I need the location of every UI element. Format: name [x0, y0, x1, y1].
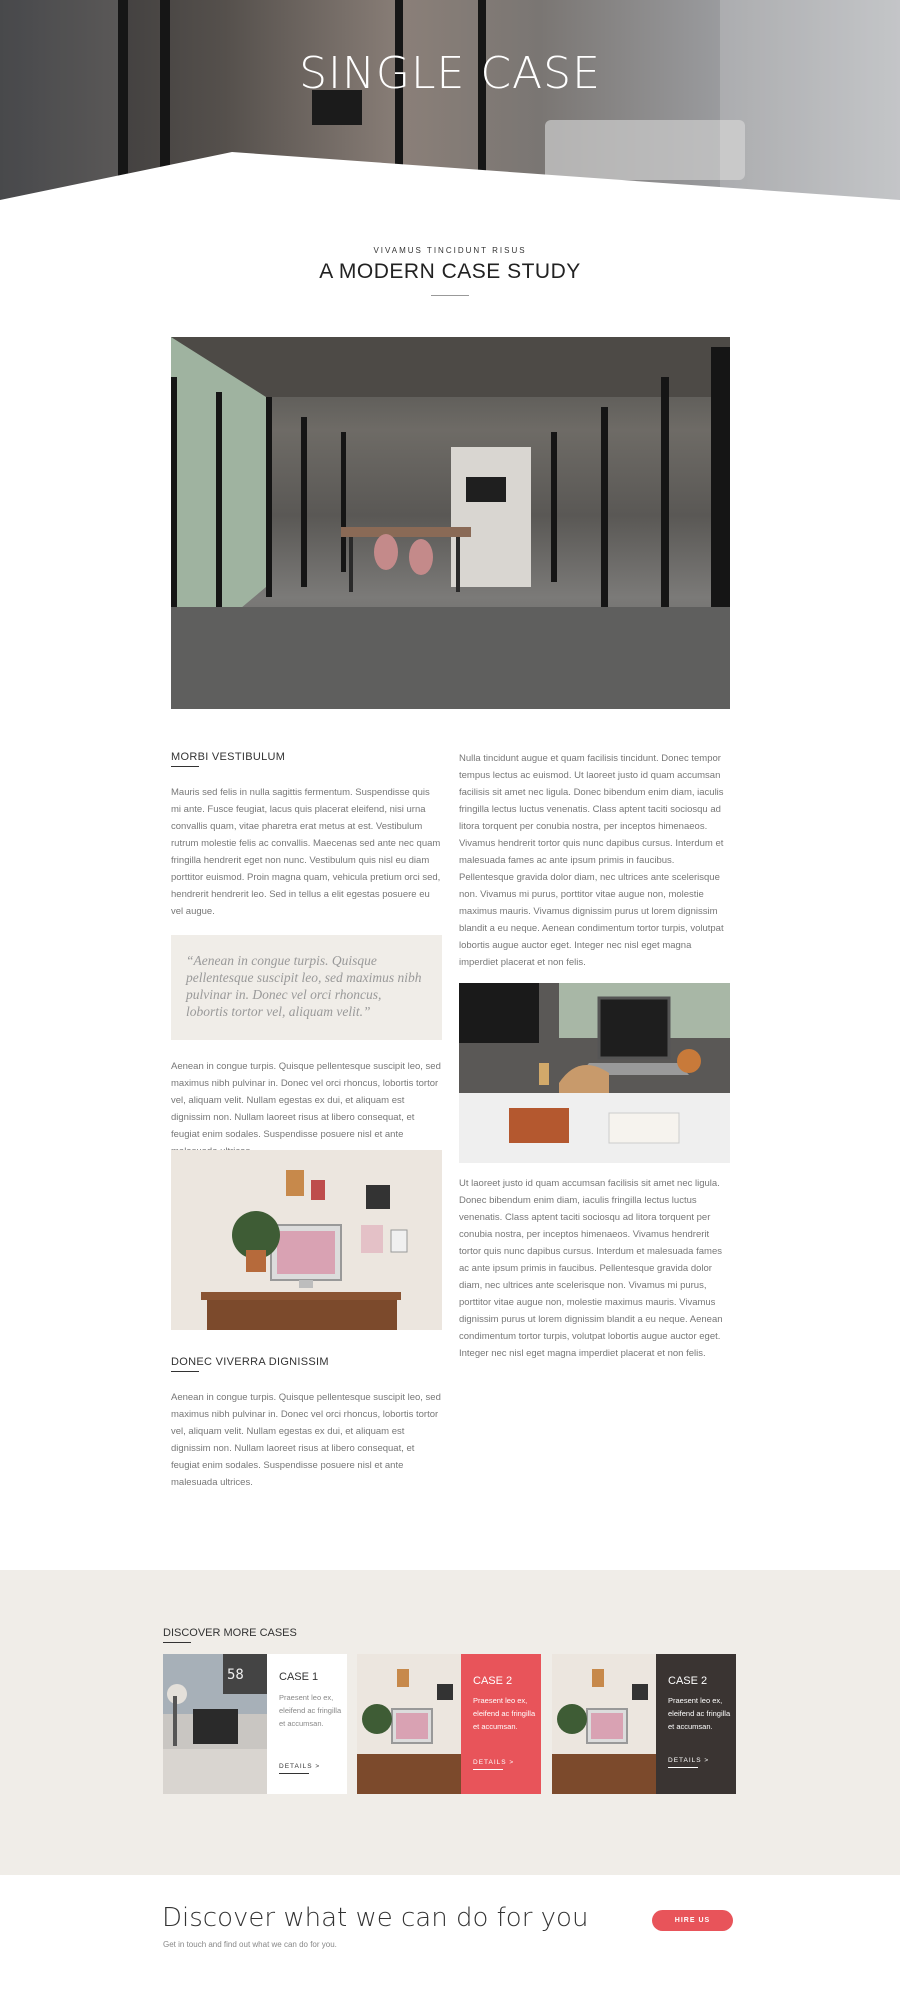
case-card-desc: Praesent leo ex, eleifend ac fringilla et accumsan. [473, 1696, 536, 1731]
pull-quote [171, 935, 442, 1040]
more-cases-heading-text: DISCOVER MORE CASES [163, 1627, 297, 1639]
case-card-photo [357, 1654, 461, 1794]
case-card-title: CASE 2 [473, 1675, 513, 1687]
body-paragraph: Aenean in congue turpis. Quisque pellentesque suscipit leo, sed maximus nibh pulvinar in. Donec vel orci rhoncus, lobortis tortor vel, aliquam velit. Nullam egestas ex dui, et aliquam est dignissim non. Nullam laoreet risus at libero consequat, et feugiat enim sodales. Suspendisse posuere nisl et ante malesuada ultrices. [171, 1392, 441, 1488]
case-details-link[interactable] [279, 1763, 320, 1770]
section-heading [171, 751, 285, 763]
cta-subtitle: Get in touch and find out what we can do for you. [163, 1940, 337, 1949]
hire-us-button[interactable]: HIRE US [652, 1910, 733, 1931]
link-underline [473, 1769, 503, 1770]
page-title: SINGLE CASE [299, 48, 601, 99]
case-details-link-text: DETAILS > [473, 1759, 515, 1766]
case-card-panel [461, 1654, 541, 1794]
hero-banner [0, 0, 900, 205]
section-heading [171, 1356, 329, 1368]
heading-underline [163, 1642, 191, 1643]
case-details-link[interactable] [473, 1759, 514, 1766]
case-card-title: CASE 2 [668, 1675, 708, 1687]
svg-text:58: 58 [227, 1667, 244, 1683]
hero-angled-divider [0, 0, 900, 205]
workspace-photo [171, 1150, 442, 1330]
case-card-title: CASE 1 [279, 1671, 319, 1683]
body-paragraph: Aenean in congue turpis. Quisque pellentesque suscipit leo, sed maximus nibh pulvinar in. Donec vel orci rhoncus, lobortis tortor vel, aliquam velit. Nullam egestas ex dui, et aliquam est dignissim non. Nullam laoreet risus at libero consequat, et feugiat enim sodales. Suspendisse posuere nisl et ante [171, 1061, 441, 1140]
case-details-link-text: DETAILS > [668, 1757, 710, 1764]
heading-underline [171, 1371, 199, 1372]
case-card-panel [267, 1654, 347, 1794]
case-card-desc: Praesent leo ex, eleifend ac fringilla et accumsan. [668, 1696, 731, 1731]
case-card-panel [656, 1654, 736, 1794]
case-card-photo [163, 1654, 267, 1794]
body-paragraph: Mauris sed felis in nulla sagittis fermentum. Suspendisse quis mi ante. Fusce feugiat, lacus quis placerat eleifend, nisi urna convallis quam, vitae pharetra erat metus at est. Vestibulum rutrum molestie felis ac convallis. Maecenas sed ante nec quam fringilla hendrerit eget non nunc. Vestibulum quis nisl eu diam porttitor euismod. Proin magna quam, vehicula pretium orci sed, hendrerit hendrerit leo. Sed in tellus a elit egestas posuere eu vel augue. [171, 787, 441, 917]
link-underline [279, 1773, 309, 1774]
section-heading-text: MORBI VESTIBULUM [171, 751, 286, 763]
laptop-desk-photo [459, 983, 730, 1163]
more-cases-heading [163, 1627, 297, 1639]
case-card-photo [552, 1654, 656, 1794]
case-details-link-text: DETAILS > [279, 1763, 321, 1770]
pull-quote-text: “Aenean in congue turpis. Quisque pellentesque suscipit leo, sed maximus nibh pulvinar in. Donec vel orci rhoncus, lobortis tortor vel, aliquam velit.” [186, 953, 422, 1019]
case-title: A MODERN CASE STUDY [319, 260, 581, 283]
case-card-desc: Praesent leo ex, eleifend ac fringilla et accumsan. [279, 1693, 342, 1728]
case-card[interactable] [163, 1654, 347, 1794]
heading-underline [171, 766, 199, 767]
section-heading-text: DONEC VIVERRA DIGNISSIM [171, 1356, 329, 1368]
link-underline [668, 1767, 698, 1768]
cta-heading: Discover what we can do for you [162, 1903, 589, 1933]
case-card[interactable] [552, 1654, 736, 1794]
case-card[interactable] [357, 1654, 541, 1794]
body-paragraph: Ut laoreet justo id quam accumsan facilisis sit amet nec ligula. Donec bibendum enim diam, iaculis fringilla lectus luctus venenatis. Class aptent taciti sociosqu ad litora torquent per conubia nostra, per inceptos himenaeos. Vivamus hendrerit tortor quis nunc dapibus cursus. Interdum et malesuada fames ac ante ipsum primis in faucibus. Pellentesque gravida dolor diam, nec ultrices ante scelerisque non. Vivamus mi purus, porttitor vitae augue non, molestie maximus mauris. Vivamus dignissim purus ut lorem dignissim blandit a eu neque. Aenean condimentum tortor turpis, volutpat lobortis augue auctor eget. Integer nec nisl eget magna imperdiet placerat et non felis. [459, 1178, 723, 1359]
title-divider [431, 295, 469, 296]
office-photo [171, 337, 730, 709]
case-details-link[interactable] [668, 1757, 709, 1764]
body-paragraph: Nulla tincidunt augue et quam facilisis tincidunt. Donec tempor tempus lectus ac euismod. Ut laoreet justo id quam accumsan facilisis sit amet nec ligula. Donec bibendum enim diam, iaculis fringilla lectus luctus venenatis. Class aptent taciti sociosqu ad litora torquent per conubia nostra, per inceptos himenaeos. Vivamus hendrerit tortor quis nunc dapibus cursus. Interdum et malesuada fames ac ante ipsum primis in faucibus. Pellentesque gravida dolor diam, nec ultrices ante scelerisque non. Vivamus mi purus, porttitor vitae augue non, molestie maximus mauris. Vivamus dignissim purus ut lorem dignissim blandit a eu neque. Aenean condimentum tortor turpis, volutpat lobortis augue auctor eget. Integer nec nisl eget magna imperdiet placerat et non felis. [459, 753, 724, 968]
section-eyebrow: VIVAMUS TINCIDUNT RISUS [373, 246, 527, 255]
